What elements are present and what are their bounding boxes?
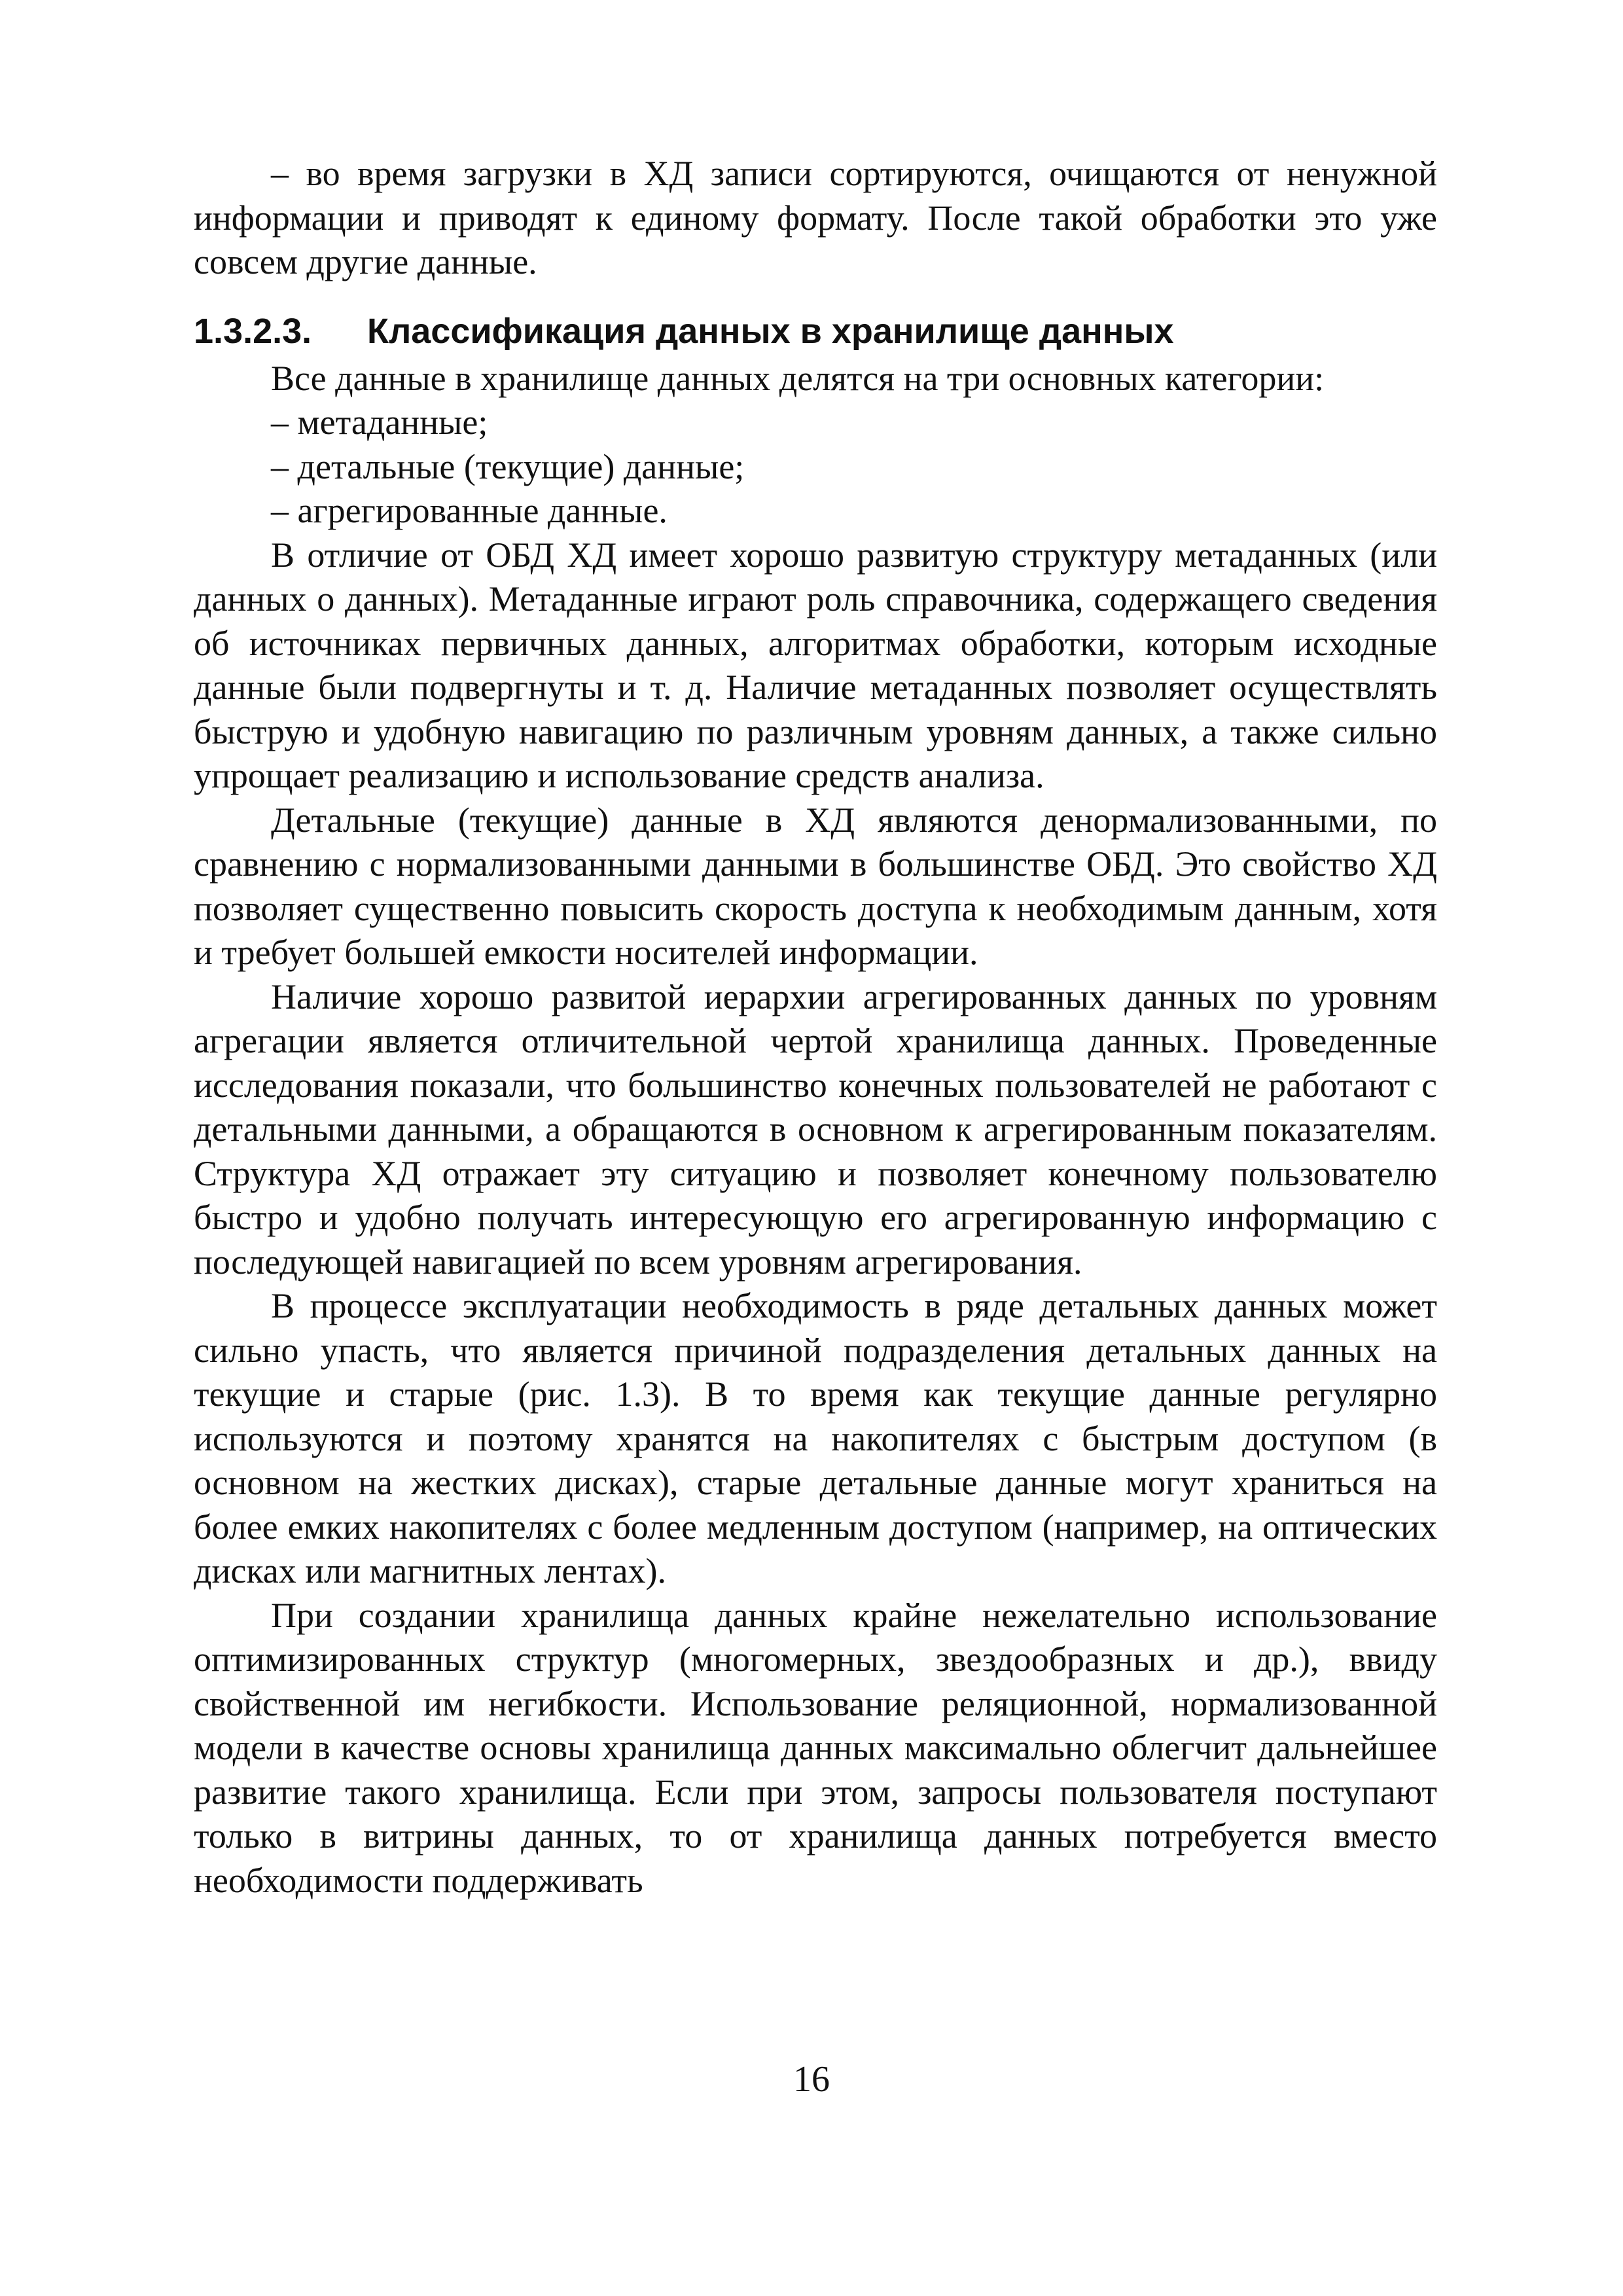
section-heading: [194, 308, 1437, 354]
list-item-aggregated-data: – агрегированные данные.: [271, 491, 668, 530]
paragraph-intro: – во время загрузки в ХД записи сортируются, очищаются от ненужной информации и приводят к единому формату. После такой обработки это уже совсем другие данные.: [194, 154, 1437, 281]
paragraph-metadata: В отличие от ОБД ХД имеет хорошо развитую структуру метаданных (или данных о данных). Метаданные играют роль справочника, содержащего сведения об источниках первичных данных, алгоритмах обработки, которым исходные данные были подвергнуты и т. д. Наличие метаданных позволяет осуществлять быструю и удобную навигацию по различным уровням данных, а также сильно упрощает реализацию и использование средств анализа.: [194, 535, 1437, 795]
paragraph-operation: В процессе эксплуатации необходимость в ряде детальных данных может сильно упасть, что является причиной подразделения детальных данных на текущие и старые (рис. 1.3). В то время как текущие данные регулярно используются и поэтому хранятся на накопителях с быстрым доступом (в основном на жестких дисках), старые детальные данные могут храниться на более емких накопителях с более медленным доступом (например, на оптических дисках или магнитных лентах).: [194, 1286, 1437, 1590]
list-item-metadata: – метаданные;: [271, 403, 488, 442]
paragraph-detail: Детальные (текущие) данные в ХД являются денормализованными, по сравнению с нормализованными данными в большинстве ОБД. Это свойство ХД позволяет существенно повысить скорость доступа к необходимым данным, хотя и требует большей емкости носителей информации.: [194, 800, 1437, 972]
page-number: 16: [793, 2059, 830, 2100]
section-title: Классификация данных в хранилище данных: [367, 311, 1174, 351]
section-number: 1.3.2.3.: [194, 311, 312, 351]
category-list: [194, 401, 1437, 533]
paragraph-aggregated: Наличие хорошо развитой иерархии агрегированных данных по уровням агрегации является отличительной чертой хранилища данных. Проведенные исследования показали, что большинство конечных пользователей не работают с детальными данными, а обращаются в основном к агрегированным показателям. Структура ХД отражает эту ситуацию и позволяет конечному пользователю быстро и удобно получать интересующую его агрегированную информацию с последующей навигацией по всем уровням агрегирования.: [194, 977, 1437, 1282]
list-item-detail-data: – детальные (текущие) данные;: [271, 446, 745, 486]
paragraph-categories-intro: Все данные в хранилище данных делятся на три основных категории:: [271, 358, 1325, 398]
paragraph-creation: При создании хранилища данных крайне нежелательно использование оптимизированных структур (многомерных, звездообразных и др.), ввиду свойственной им негибкости. Использование реляционной, нормализованной модели в качестве основы хранилища данных максимально облегчит дальнейшее развитие такого хранилища. Если при этом, запросы пользователя поступают только в витрины данных, то от хранилища данных потребуется вместо необходимости поддерживать: [194, 1595, 1437, 1900]
text-column: [194, 152, 1437, 1903]
